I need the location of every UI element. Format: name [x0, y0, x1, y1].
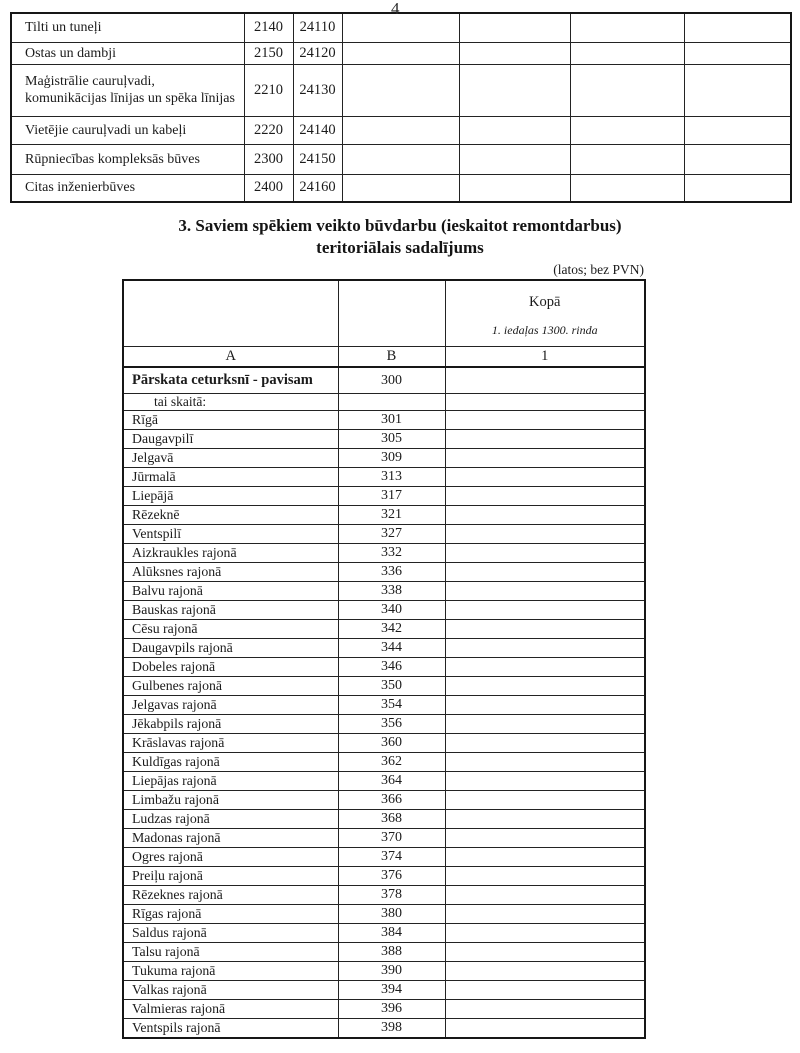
empty-value-cell — [342, 42, 459, 64]
territory-row — [123, 905, 645, 924]
territory-code-cell: 360 — [338, 734, 445, 753]
territory-value-cell — [445, 943, 645, 962]
structure-label-cell: Vietējie cauruļvadi un kabeļi — [11, 116, 244, 144]
territory-label-cell: Valkas rajonā — [123, 981, 338, 1000]
empty-value-cell — [570, 116, 684, 144]
territory-code-cell: 384 — [338, 924, 445, 943]
territory-label-cell: Saldus rajonā — [123, 924, 338, 943]
empty-value-cell — [459, 174, 570, 202]
structure-row — [11, 116, 791, 144]
territory-value-cell — [445, 525, 645, 544]
structure-code-a-cell: 2140 — [244, 13, 293, 42]
territory-row — [123, 886, 645, 905]
empty-value-cell — [684, 64, 791, 116]
territory-label-cell: Tukuma rajonā — [123, 962, 338, 981]
empty-value-cell — [684, 174, 791, 202]
territory-value-cell — [445, 430, 645, 449]
structure-label-cell: Rūpniecības kompleksās būves — [11, 144, 244, 174]
header-empty-cell-a — [123, 280, 338, 346]
territory-row — [123, 506, 645, 525]
structure-code-a-cell: 2300 — [244, 144, 293, 174]
territory-code-cell: 388 — [338, 943, 445, 962]
territory-label-cell: Daugavpils rajonā — [123, 639, 338, 658]
structure-row — [11, 174, 791, 202]
empty-value-cell — [570, 64, 684, 116]
territory-code-cell: 398 — [338, 1019, 445, 1039]
empty-value-cell — [342, 64, 459, 116]
territory-value-cell — [445, 829, 645, 848]
territory-code-cell: 354 — [338, 696, 445, 715]
territory-code-cell: 309 — [338, 449, 445, 468]
territory-code-cell: 340 — [338, 601, 445, 620]
territory-value-cell — [445, 962, 645, 981]
territory-row — [123, 487, 645, 506]
territory-row — [123, 639, 645, 658]
territory-code-cell: 356 — [338, 715, 445, 734]
territory-label-cell: Rēzeknes rajonā — [123, 886, 338, 905]
column-letter-b: B — [338, 346, 445, 367]
territory-code-cell: 321 — [338, 506, 445, 525]
territory-value-cell — [445, 810, 645, 829]
empty-value-cell — [342, 13, 459, 42]
territory-value-cell — [445, 601, 645, 620]
territory-label-cell: Ventspils rajonā — [123, 1019, 338, 1039]
territory-code-cell: 374 — [338, 848, 445, 867]
territory-label-cell: Ogres rajonā — [123, 848, 338, 867]
territory-label-cell: Valmieras rajonā — [123, 1000, 338, 1019]
territory-label-cell: Rīgā — [123, 411, 338, 430]
empty-value-cell — [570, 42, 684, 64]
territory-label-cell: Jūrmalā — [123, 468, 338, 487]
territory-label-cell: Kuldīgas rajonā — [123, 753, 338, 772]
empty-value-cell — [342, 116, 459, 144]
territory-value-cell — [445, 639, 645, 658]
structure-code-a-cell: 2150 — [244, 42, 293, 64]
territory-value-cell — [445, 658, 645, 677]
territory-row — [123, 563, 645, 582]
territory-label-cell: Limbažu rajonā — [123, 791, 338, 810]
territory-label-cell: Talsu rajonā — [123, 943, 338, 962]
territory-code-cell: 370 — [338, 829, 445, 848]
territory-value-cell — [445, 544, 645, 563]
page-number: 4 — [391, 0, 400, 18]
territory-row — [123, 544, 645, 563]
territory-row — [123, 772, 645, 791]
territory-value-cell — [445, 791, 645, 810]
structures-table — [10, 12, 792, 203]
territory-value-cell — [445, 620, 645, 639]
subheading-label: tai skaitā: — [123, 394, 338, 411]
structure-row — [11, 144, 791, 174]
structure-code-a-cell: 2210 — [244, 64, 293, 116]
territory-value-cell — [445, 468, 645, 487]
territory-label-cell: Preiļu rajonā — [123, 867, 338, 886]
structure-code-b-cell: 24150 — [293, 144, 342, 174]
territory-value-cell — [445, 1019, 645, 1039]
territory-code-cell: 346 — [338, 658, 445, 677]
empty-value-cell — [459, 116, 570, 144]
empty-value-cell — [684, 144, 791, 174]
territory-code-cell: 396 — [338, 1000, 445, 1019]
subheading-row — [123, 394, 645, 411]
structure-code-a-cell: 2400 — [244, 174, 293, 202]
territory-row — [123, 810, 645, 829]
territory-row — [123, 658, 645, 677]
territorial-table-head — [123, 280, 645, 367]
territory-code-cell: 390 — [338, 962, 445, 981]
territorial-header-row — [123, 280, 645, 346]
structures-table-body — [11, 13, 791, 202]
empty-value-cell — [570, 144, 684, 174]
territory-label-cell: Dobeles rajonā — [123, 658, 338, 677]
total-row — [123, 367, 645, 394]
empty-value-cell — [342, 174, 459, 202]
structure-code-b-cell: 24140 — [293, 116, 342, 144]
territory-value-cell — [445, 715, 645, 734]
territory-code-cell: 350 — [338, 677, 445, 696]
total-row-value-cell — [445, 367, 645, 394]
territory-code-cell: 301 — [338, 411, 445, 430]
territory-code-cell: 380 — [338, 905, 445, 924]
territory-row — [123, 677, 645, 696]
territory-label-cell: Ventspilī — [123, 525, 338, 544]
territory-value-cell — [445, 411, 645, 430]
section-title-line1: 3. Saviem spēkiem veikto būvdarbu (ieskaitot remontdarbus) — [178, 216, 622, 236]
structure-code-b-cell: 24130 — [293, 64, 342, 116]
territory-row — [123, 582, 645, 601]
territory-value-cell — [445, 696, 645, 715]
territory-value-cell — [445, 886, 645, 905]
subheading-empty-value-cell — [445, 394, 645, 411]
structure-code-b-cell: 24120 — [293, 42, 342, 64]
territory-row — [123, 791, 645, 810]
territory-value-cell — [445, 449, 645, 468]
territory-value-cell — [445, 1000, 645, 1019]
total-row-label: Pārskata ceturksnī - pavisam — [123, 367, 338, 394]
section-title-line2: teritoriālais sadalījums — [316, 238, 484, 258]
territory-code-cell: 368 — [338, 810, 445, 829]
territory-row — [123, 924, 645, 943]
territory-value-cell — [445, 677, 645, 696]
structure-row — [11, 42, 791, 64]
territory-label-cell: Gulbenes rajonā — [123, 677, 338, 696]
territory-value-cell — [445, 924, 645, 943]
territory-row — [123, 943, 645, 962]
territory-code-cell: 305 — [338, 430, 445, 449]
territory-row — [123, 696, 645, 715]
territory-value-cell — [445, 734, 645, 753]
territorial-table — [122, 279, 646, 1039]
territory-code-cell: 394 — [338, 981, 445, 1000]
territory-row — [123, 1019, 645, 1039]
empty-value-cell — [684, 42, 791, 64]
empty-value-cell — [684, 116, 791, 144]
territory-label-cell: Jelgavā — [123, 449, 338, 468]
territory-code-cell: 327 — [338, 525, 445, 544]
territory-row — [123, 734, 645, 753]
territory-row — [123, 468, 645, 487]
territory-row — [123, 620, 645, 639]
territory-label-cell: Krāslavas rajonā — [123, 734, 338, 753]
territory-code-cell: 332 — [338, 544, 445, 563]
structure-code-a-cell: 2220 — [244, 116, 293, 144]
territory-code-cell: 317 — [338, 487, 445, 506]
territory-row — [123, 962, 645, 981]
territory-code-cell: 336 — [338, 563, 445, 582]
territory-row — [123, 981, 645, 1000]
territory-value-cell — [445, 753, 645, 772]
structure-row — [11, 64, 791, 116]
territory-value-cell — [445, 981, 645, 1000]
territory-code-cell: 313 — [338, 468, 445, 487]
territory-label-cell: Ludzas rajonā — [123, 810, 338, 829]
subheading-empty-code-cell — [338, 394, 445, 411]
structure-code-b-cell: 24160 — [293, 174, 342, 202]
territory-value-cell — [445, 563, 645, 582]
territory-code-cell: 376 — [338, 867, 445, 886]
structure-code-b-cell: 24110 — [293, 13, 342, 42]
territory-row — [123, 848, 645, 867]
structure-label-cell: Citas inženierbūves — [11, 174, 244, 202]
empty-value-cell — [459, 144, 570, 174]
territory-label-cell: Balvu rajonā — [123, 582, 338, 601]
column-letters-row — [123, 346, 645, 367]
territory-value-cell — [445, 905, 645, 924]
territory-code-cell: 342 — [338, 620, 445, 639]
empty-value-cell — [570, 13, 684, 42]
territory-code-cell: 366 — [338, 791, 445, 810]
territory-code-cell: 362 — [338, 753, 445, 772]
territory-row — [123, 449, 645, 468]
territory-code-cell: 378 — [338, 886, 445, 905]
empty-value-cell — [459, 13, 570, 42]
total-row-code: 300 — [338, 367, 445, 394]
kopa-subnote: 1. iedaļas 1300. rinda — [491, 323, 598, 338]
territory-row — [123, 715, 645, 734]
territory-row — [123, 753, 645, 772]
territory-label-cell: Alūksnes rajonā — [123, 563, 338, 582]
territory-value-cell — [445, 487, 645, 506]
territory-value-cell — [445, 506, 645, 525]
territory-label-cell: Liepājā — [123, 487, 338, 506]
empty-value-cell — [459, 64, 570, 116]
structure-row — [11, 13, 791, 42]
column-letter-a: A — [123, 346, 338, 367]
territory-label-cell: Rīgas rajonā — [123, 905, 338, 924]
territory-code-cell: 344 — [338, 639, 445, 658]
territory-label-cell: Daugavpilī — [123, 430, 338, 449]
empty-value-cell — [684, 13, 791, 42]
territory-label-cell: Madonas rajonā — [123, 829, 338, 848]
territory-row — [123, 1000, 645, 1019]
structure-label-cell: Ostas un dambji — [11, 42, 244, 64]
column-number-1: 1 — [445, 346, 645, 367]
territory-value-cell — [445, 848, 645, 867]
territory-code-cell: 364 — [338, 772, 445, 791]
territory-label-cell: Bauskas rajonā — [123, 601, 338, 620]
territory-label-cell: Aizkraukles rajonā — [123, 544, 338, 563]
territory-value-cell — [445, 867, 645, 886]
territory-row — [123, 430, 645, 449]
territorial-table-body — [123, 367, 645, 1039]
territory-row — [123, 829, 645, 848]
territory-row — [123, 525, 645, 544]
header-empty-cell-b — [338, 280, 445, 346]
empty-value-cell — [570, 174, 684, 202]
structure-label-cell: Tilti un tuneļi — [11, 13, 244, 42]
section-title — [0, 215, 800, 259]
empty-value-cell — [342, 144, 459, 174]
structure-label-cell: Maģistrālie cauruļvadi, komunikācijas līnijas un spēka līnijas — [11, 64, 244, 116]
territory-value-cell — [445, 582, 645, 601]
territory-label-cell: Liepājas rajonā — [123, 772, 338, 791]
unit-note: (latos; bez PVN) — [553, 262, 644, 278]
kopa-label: Kopā — [529, 294, 561, 311]
empty-value-cell — [459, 42, 570, 64]
territory-label-cell: Jelgavas rajonā — [123, 696, 338, 715]
territory-code-cell: 338 — [338, 582, 445, 601]
territory-row — [123, 601, 645, 620]
territory-row — [123, 411, 645, 430]
territory-label-cell: Rēzeknē — [123, 506, 338, 525]
territory-row — [123, 867, 645, 886]
header-kopa-cell — [445, 280, 645, 346]
territory-value-cell — [445, 772, 645, 791]
territory-label-cell: Cēsu rajonā — [123, 620, 338, 639]
territory-label-cell: Jēkabpils rajonā — [123, 715, 338, 734]
